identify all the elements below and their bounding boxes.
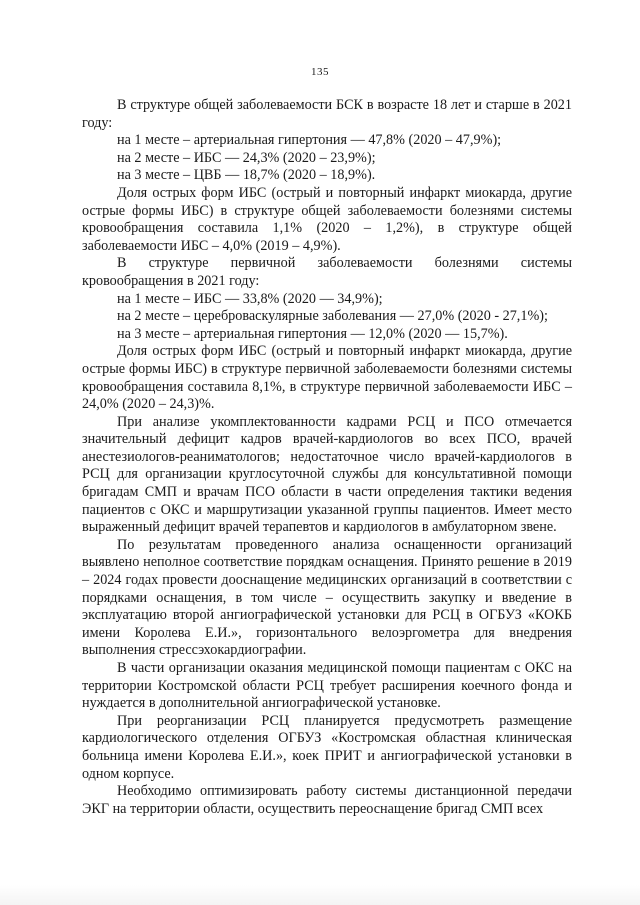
list-item-primary-1: на 1 месте – ИБС — 33,8% (2020 — 34,9%); [117,290,383,307]
list-item-primary-3: на 3 месте – артериальная гипертония — 12,0% (2020 — 15,7%). [117,325,508,342]
paragraph-ecg: Необходимо оптимизировать работу системы дистанционной передачи ЭКГ на территории области, осуществить переоснащение бригад СМП всех [82,783,572,817]
paragraph-acute-ibs-primary: Доля острых форм ИБС (острый и повторный инфаркт миокарда, другие острые формы ИБС) в структуре первичной заболеваемости болезнями системы кровообращения составила 8,1%, в структуре первичной заболеваемости ИБС –24,0% (2020 – 24,3)%. [82,343,572,413]
paragraph-staffing: При анализе укомплектованности кадрами РСЦ и ПСО отмечается значительный дефицит кадров врачей-кардиологов во всех ПСО, врачей анестезиологов-реаниматологов; недостаточное число врачей-кардиологов в РСЦ для организации круглосуточной службы для консультативной помощи бригадам СМП и врачам ПСО области в части определения тактики ведения пациентов с ОКС и маршрутизации указанной группы пациентов. Имеет место выраженный дефицит врачей терапевтов и кардиологов в амбулаторном звене. [82,413,572,536]
list-item-general-3: на 3 месте – ЦВБ — 18,7% (2020 – 18,9%). [117,167,376,184]
list-item-general-1: на 1 месте – артериальная гипертония — 47,8% (2020 – 47,9%); [117,132,502,149]
paragraph-intro-general: В структуре общей заболеваемости БСК в возрасте 18 лет и старше в 2021 году: [82,97,572,131]
paragraph-equipment: По результатам проведенного анализа оснащенности организаций выявлено неполное соответствие порядкам оснащения. Принято решение в 2019 – 2024 годах провести дооснащение медицинских организаций в соответствии с порядками оснащения, в том числе – осуществить закупку и введение в эксплуатацию второй ангиографической установки для РСЦ в ОГБУЗ «КОКБ имени Королева Е.И.», горизонтального велоэргометра для внедрения выполнения стрессэхокардиографии. [82,536,572,659]
list-item-primary-2: на 2 месте – цереброваскулярные заболевания — 27,0% (2020 - 27,1%); [117,308,548,325]
list-item-general-2: на 2 месте – ИБС — 24,3% (2020 – 23,9%); [117,149,376,166]
paragraph-oks-care: В части организации оказания медицинской помощи пациентам с ОКС на территории Костромской области РСЦ требует расширения коечного фонда и нуждается в дополнительной ангиографической установке. [82,660,572,712]
paragraph-reorganization: При реорганизации РСЦ планируется предусмотреть размещение кардиологического отделения ОГБУЗ «Костромская областная клиническая больница имени Королева Е.И.», коек ПРИТ и ангиографической установки в одном корпусе. [82,712,572,782]
paragraph-intro-primary: В структуре первичной заболеваемости болезнями системы кровообращения в 2021 году: [82,255,572,289]
body-text [82,97,572,818]
scan-bottom-edge [0,885,640,905]
page-number: 135 [311,66,329,78]
paragraph-acute-ibs-general: Доля острых форм ИБС (острый и повторный инфаркт миокарда, другие острые формы ИБС) в структуре общей заболеваемости болезнями системы кровообращения составила 1,1% (2020 – 1,2%), в структуре общей заболеваемости ИБС – 4,0% (2019 – 4,9%). [82,184,572,254]
